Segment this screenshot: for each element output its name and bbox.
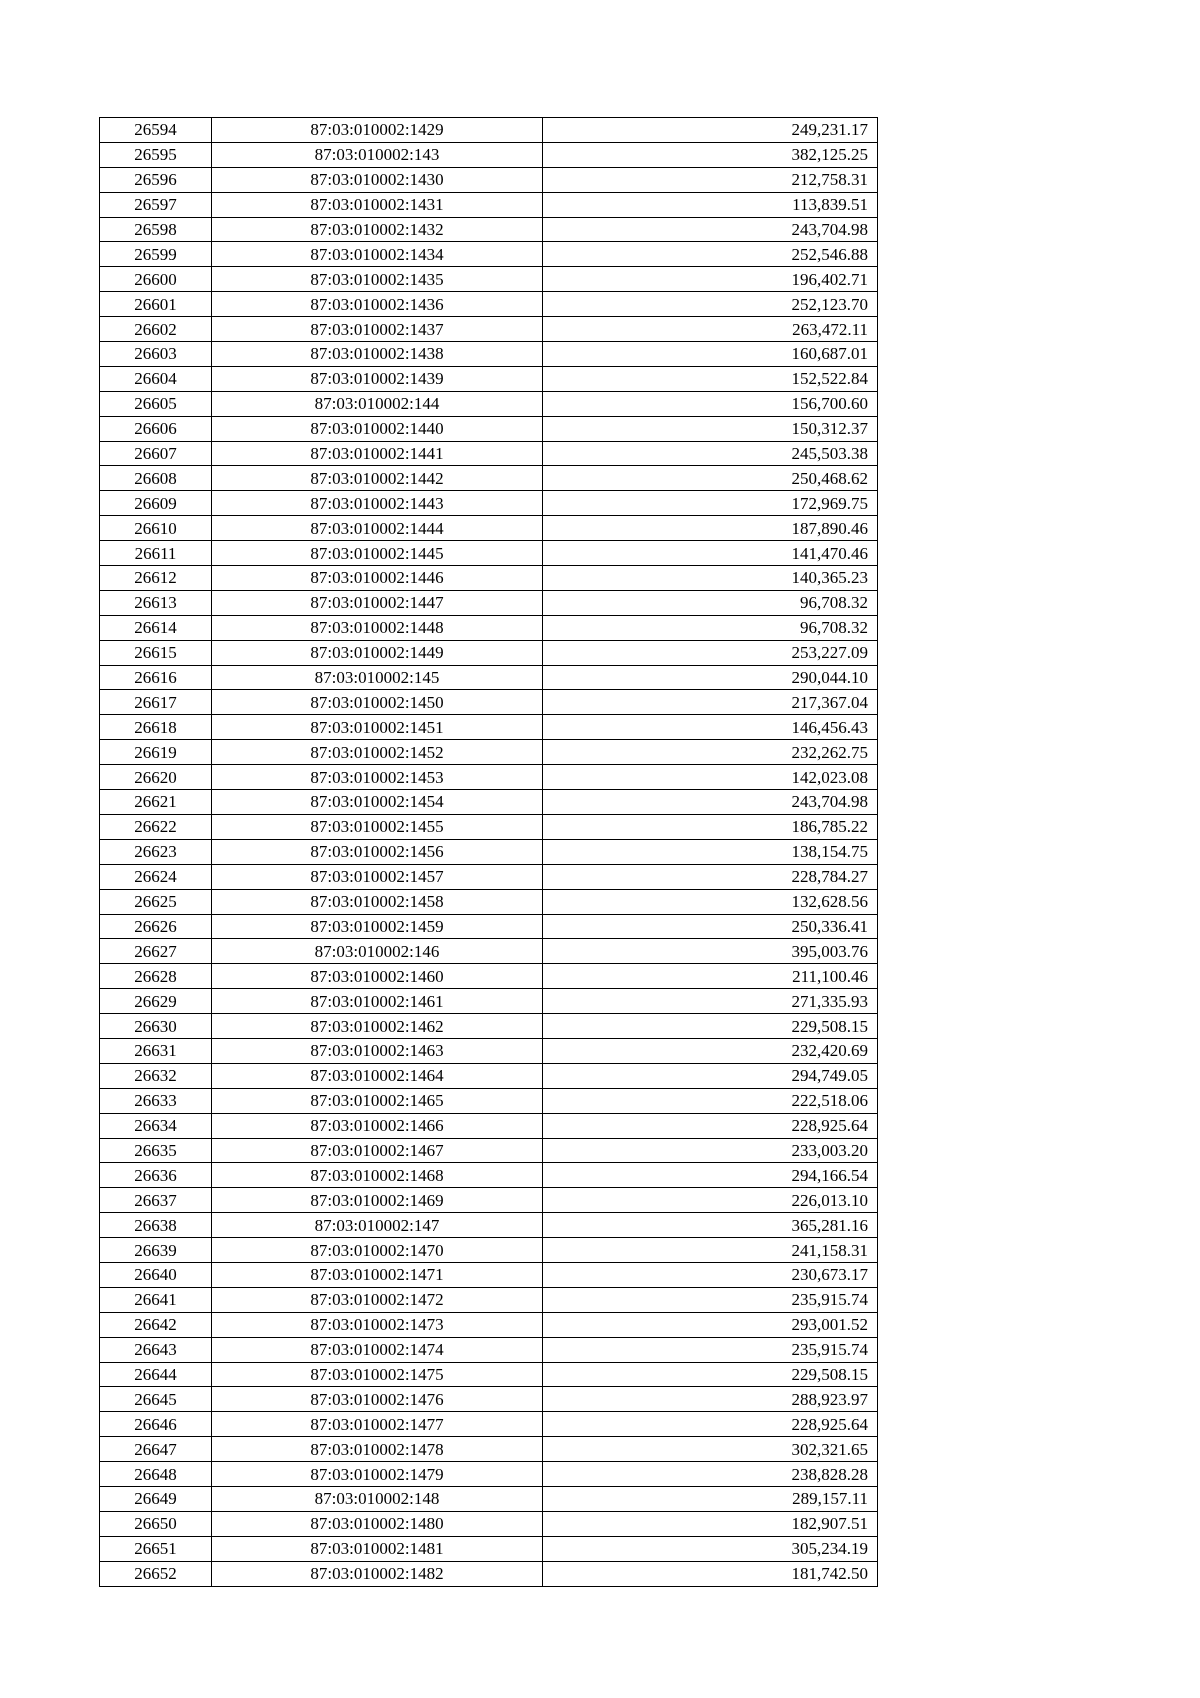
table-row [100, 1337, 878, 1362]
table-row [100, 1412, 878, 1437]
table-row [100, 1038, 878, 1063]
cadastral-number-cell: 87:03:010002:1467 [212, 1138, 543, 1163]
cadastral-number-cell: 87:03:010002:147 [212, 1213, 543, 1238]
value-cell: 228,925.64 [543, 1113, 878, 1138]
table-row [100, 1536, 878, 1561]
cadastral-number-cell: 87:03:010002:1436 [212, 292, 543, 317]
value-cell: 243,704.98 [543, 217, 878, 242]
cadastral-number-cell: 87:03:010002:1481 [212, 1536, 543, 1561]
table-row [100, 914, 878, 939]
cadastral-number-cell: 87:03:010002:145 [212, 665, 543, 690]
row-number-cell: 26624 [100, 864, 212, 889]
row-number-cell: 26645 [100, 1387, 212, 1412]
table-row [100, 292, 878, 317]
value-cell: 271,335.93 [543, 989, 878, 1014]
table-row [100, 590, 878, 615]
row-number-cell: 26633 [100, 1088, 212, 1113]
table-row [100, 1486, 878, 1511]
row-number-cell: 26597 [100, 192, 212, 217]
row-number-cell: 26604 [100, 366, 212, 391]
row-number-cell: 26644 [100, 1362, 212, 1387]
table-row [100, 217, 878, 242]
row-number-cell: 26649 [100, 1486, 212, 1511]
cadastral-number-cell: 87:03:010002:1450 [212, 690, 543, 715]
table-row [100, 740, 878, 765]
table-row [100, 466, 878, 491]
row-number-cell: 26620 [100, 765, 212, 790]
table-row [100, 1088, 878, 1113]
value-cell: 142,023.08 [543, 765, 878, 790]
table-row [100, 1387, 878, 1412]
value-cell: 160,687.01 [543, 342, 878, 367]
value-cell: 233,003.20 [543, 1138, 878, 1163]
cadastral-number-cell: 87:03:010002:146 [212, 939, 543, 964]
table-row [100, 665, 878, 690]
cadastral-number-cell: 87:03:010002:1437 [212, 317, 543, 342]
cadastral-number-cell: 87:03:010002:1456 [212, 839, 543, 864]
table-row [100, 1014, 878, 1039]
cadastral-number-cell: 87:03:010002:1482 [212, 1561, 543, 1586]
cadastral-number-cell: 87:03:010002:1439 [212, 366, 543, 391]
table-row [100, 1511, 878, 1536]
value-cell: 150,312.37 [543, 416, 878, 441]
value-cell: 187,890.46 [543, 516, 878, 541]
value-cell: 211,100.46 [543, 964, 878, 989]
value-cell: 253,227.09 [543, 640, 878, 665]
row-number-cell: 26622 [100, 814, 212, 839]
row-number-cell: 26639 [100, 1238, 212, 1263]
table-row [100, 814, 878, 839]
row-number-cell: 26609 [100, 491, 212, 516]
table-row [100, 765, 878, 790]
row-number-cell: 26612 [100, 566, 212, 591]
value-cell: 217,367.04 [543, 690, 878, 715]
cadastral-number-cell: 87:03:010002:1455 [212, 814, 543, 839]
cadastral-number-cell: 87:03:010002:1463 [212, 1038, 543, 1063]
cadastral-number-cell: 87:03:010002:1476 [212, 1387, 543, 1412]
cadastral-number-cell: 87:03:010002:1461 [212, 989, 543, 1014]
value-cell: 212,758.31 [543, 167, 878, 192]
cadastral-number-cell: 87:03:010002:1473 [212, 1312, 543, 1337]
table-row [100, 1238, 878, 1263]
row-number-cell: 26626 [100, 914, 212, 939]
row-number-cell: 26629 [100, 989, 212, 1014]
table-row [100, 1188, 878, 1213]
value-cell: 228,784.27 [543, 864, 878, 889]
table-row [100, 541, 878, 566]
row-number-cell: 26641 [100, 1287, 212, 1312]
row-number-cell: 26619 [100, 740, 212, 765]
value-cell: 196,402.71 [543, 267, 878, 292]
value-cell: 140,365.23 [543, 566, 878, 591]
table-row [100, 864, 878, 889]
row-number-cell: 26635 [100, 1138, 212, 1163]
document-page [99, 117, 878, 1587]
value-cell: 230,673.17 [543, 1262, 878, 1287]
cadastral-number-cell: 87:03:010002:1435 [212, 267, 543, 292]
value-cell: 263,472.11 [543, 317, 878, 342]
table-row [100, 366, 878, 391]
value-cell: 235,915.74 [543, 1287, 878, 1312]
cadastral-number-cell: 87:03:010002:1458 [212, 889, 543, 914]
cadastral-number-cell: 87:03:010002:1462 [212, 1014, 543, 1039]
value-cell: 289,157.11 [543, 1486, 878, 1511]
value-cell: 229,508.15 [543, 1362, 878, 1387]
cadastral-number-cell: 87:03:010002:1469 [212, 1188, 543, 1213]
cadastral-number-cell: 87:03:010002:1457 [212, 864, 543, 889]
row-number-cell: 26610 [100, 516, 212, 541]
table-row [100, 267, 878, 292]
value-cell: 226,013.10 [543, 1188, 878, 1213]
table-row [100, 416, 878, 441]
cadastral-number-cell: 87:03:010002:1464 [212, 1063, 543, 1088]
table-row [100, 1113, 878, 1138]
value-cell: 235,915.74 [543, 1337, 878, 1362]
row-number-cell: 26596 [100, 167, 212, 192]
row-number-cell: 26606 [100, 416, 212, 441]
value-cell: 294,749.05 [543, 1063, 878, 1088]
row-number-cell: 26614 [100, 615, 212, 640]
table-row [100, 1312, 878, 1337]
row-number-cell: 26638 [100, 1213, 212, 1238]
cadastral-number-cell: 87:03:010002:1444 [212, 516, 543, 541]
cadastral-number-cell: 87:03:010002:1477 [212, 1412, 543, 1437]
table-row [100, 1462, 878, 1487]
row-number-cell: 26636 [100, 1163, 212, 1188]
row-number-cell: 26627 [100, 939, 212, 964]
value-cell: 250,336.41 [543, 914, 878, 939]
table-row [100, 1287, 878, 1312]
value-cell: 382,125.25 [543, 142, 878, 167]
cadastral-number-cell: 87:03:010002:1452 [212, 740, 543, 765]
cadastral-number-cell: 87:03:010002:1453 [212, 765, 543, 790]
row-number-cell: 26616 [100, 665, 212, 690]
value-cell: 290,044.10 [543, 665, 878, 690]
row-number-cell: 26651 [100, 1536, 212, 1561]
cadastral-number-cell: 87:03:010002:1442 [212, 466, 543, 491]
value-cell: 294,166.54 [543, 1163, 878, 1188]
value-cell: 243,704.98 [543, 790, 878, 815]
cadastral-number-cell: 87:03:010002:1472 [212, 1287, 543, 1312]
value-cell: 96,708.32 [543, 615, 878, 640]
table-row [100, 391, 878, 416]
table-row [100, 1262, 878, 1287]
cadastral-number-cell: 87:03:010002:1430 [212, 167, 543, 192]
cadastral-number-cell: 87:03:010002:1475 [212, 1362, 543, 1387]
value-cell: 181,742.50 [543, 1561, 878, 1586]
row-number-cell: 26646 [100, 1412, 212, 1437]
value-cell: 182,907.51 [543, 1511, 878, 1536]
cadastral-number-cell: 87:03:010002:1471 [212, 1262, 543, 1287]
value-cell: 156,700.60 [543, 391, 878, 416]
cadastral-number-cell: 87:03:010002:144 [212, 391, 543, 416]
table-row [100, 1063, 878, 1088]
value-cell: 302,321.65 [543, 1437, 878, 1462]
cadastral-number-cell: 87:03:010002:1474 [212, 1337, 543, 1362]
row-number-cell: 26625 [100, 889, 212, 914]
cadastral-number-cell: 87:03:010002:1460 [212, 964, 543, 989]
value-cell: 238,828.28 [543, 1462, 878, 1487]
cadastral-number-cell: 87:03:010002:1454 [212, 790, 543, 815]
value-cell: 96,708.32 [543, 590, 878, 615]
cadastral-number-cell: 87:03:010002:1459 [212, 914, 543, 939]
table-row [100, 615, 878, 640]
table-row [100, 342, 878, 367]
table-row [100, 491, 878, 516]
value-cell: 252,123.70 [543, 292, 878, 317]
value-cell: 132,628.56 [543, 889, 878, 914]
value-cell: 229,508.15 [543, 1014, 878, 1039]
value-cell: 252,546.88 [543, 242, 878, 267]
value-cell: 395,003.76 [543, 939, 878, 964]
row-number-cell: 26623 [100, 839, 212, 864]
row-number-cell: 26631 [100, 1038, 212, 1063]
row-number-cell: 26643 [100, 1337, 212, 1362]
table-body [100, 118, 878, 1587]
row-number-cell: 26640 [100, 1262, 212, 1287]
row-number-cell: 26632 [100, 1063, 212, 1088]
value-cell: 141,470.46 [543, 541, 878, 566]
cadastral-number-cell: 87:03:010002:148 [212, 1486, 543, 1511]
value-cell: 241,158.31 [543, 1238, 878, 1263]
table-row [100, 889, 878, 914]
row-number-cell: 26630 [100, 1014, 212, 1039]
table-row [100, 192, 878, 217]
value-cell: 245,503.38 [543, 441, 878, 466]
table-row [100, 1362, 878, 1387]
table-row [100, 118, 878, 143]
cadastral-number-cell: 87:03:010002:1446 [212, 566, 543, 591]
row-number-cell: 26652 [100, 1561, 212, 1586]
row-number-cell: 26617 [100, 690, 212, 715]
value-cell: 113,839.51 [543, 192, 878, 217]
cadastral-number-cell: 87:03:010002:1445 [212, 541, 543, 566]
row-number-cell: 26611 [100, 541, 212, 566]
table-row [100, 839, 878, 864]
cadastral-number-cell: 87:03:010002:1480 [212, 1511, 543, 1536]
value-cell: 186,785.22 [543, 814, 878, 839]
value-cell: 152,522.84 [543, 366, 878, 391]
value-cell: 293,001.52 [543, 1312, 878, 1337]
value-cell: 222,518.06 [543, 1088, 878, 1113]
cadastral-number-cell: 87:03:010002:143 [212, 142, 543, 167]
table-row [100, 1561, 878, 1586]
cadastral-number-cell: 87:03:010002:1438 [212, 342, 543, 367]
row-number-cell: 26605 [100, 391, 212, 416]
table-row [100, 1437, 878, 1462]
table-row [100, 715, 878, 740]
table-row [100, 566, 878, 591]
table-row [100, 516, 878, 541]
table-row [100, 790, 878, 815]
cadastral-number-cell: 87:03:010002:1434 [212, 242, 543, 267]
row-number-cell: 26594 [100, 118, 212, 143]
row-number-cell: 26607 [100, 441, 212, 466]
cadastral-number-cell: 87:03:010002:1478 [212, 1437, 543, 1462]
row-number-cell: 26650 [100, 1511, 212, 1536]
value-cell: 232,420.69 [543, 1038, 878, 1063]
table-row [100, 964, 878, 989]
row-number-cell: 26608 [100, 466, 212, 491]
row-number-cell: 26642 [100, 1312, 212, 1337]
value-cell: 172,969.75 [543, 491, 878, 516]
row-number-cell: 26628 [100, 964, 212, 989]
cadastral-number-cell: 87:03:010002:1468 [212, 1163, 543, 1188]
row-number-cell: 26615 [100, 640, 212, 665]
row-number-cell: 26618 [100, 715, 212, 740]
row-number-cell: 26621 [100, 790, 212, 815]
cadastral-number-cell: 87:03:010002:1440 [212, 416, 543, 441]
data-table [99, 117, 878, 1587]
table-row [100, 317, 878, 342]
row-number-cell: 26601 [100, 292, 212, 317]
row-number-cell: 26648 [100, 1462, 212, 1487]
value-cell: 228,925.64 [543, 1412, 878, 1437]
table-row [100, 690, 878, 715]
value-cell: 232,262.75 [543, 740, 878, 765]
cadastral-number-cell: 87:03:010002:1465 [212, 1088, 543, 1113]
row-number-cell: 26600 [100, 267, 212, 292]
cadastral-number-cell: 87:03:010002:1441 [212, 441, 543, 466]
table-row [100, 242, 878, 267]
cadastral-number-cell: 87:03:010002:1449 [212, 640, 543, 665]
row-number-cell: 26595 [100, 142, 212, 167]
row-number-cell: 26602 [100, 317, 212, 342]
cadastral-number-cell: 87:03:010002:1470 [212, 1238, 543, 1263]
table-row [100, 1213, 878, 1238]
table-row [100, 989, 878, 1014]
value-cell: 249,231.17 [543, 118, 878, 143]
table-row [100, 640, 878, 665]
value-cell: 138,154.75 [543, 839, 878, 864]
cadastral-number-cell: 87:03:010002:1431 [212, 192, 543, 217]
row-number-cell: 26637 [100, 1188, 212, 1213]
value-cell: 305,234.19 [543, 1536, 878, 1561]
row-number-cell: 26647 [100, 1437, 212, 1462]
value-cell: 250,468.62 [543, 466, 878, 491]
table-row [100, 142, 878, 167]
value-cell: 365,281.16 [543, 1213, 878, 1238]
cadastral-number-cell: 87:03:010002:1448 [212, 615, 543, 640]
cadastral-number-cell: 87:03:010002:1429 [212, 118, 543, 143]
row-number-cell: 26613 [100, 590, 212, 615]
row-number-cell: 26598 [100, 217, 212, 242]
cadastral-number-cell: 87:03:010002:1451 [212, 715, 543, 740]
table-row [100, 1163, 878, 1188]
cadastral-number-cell: 87:03:010002:1447 [212, 590, 543, 615]
table-row [100, 441, 878, 466]
value-cell: 146,456.43 [543, 715, 878, 740]
table-row [100, 167, 878, 192]
table-row [100, 939, 878, 964]
table-row [100, 1138, 878, 1163]
row-number-cell: 26603 [100, 342, 212, 367]
cadastral-number-cell: 87:03:010002:1443 [212, 491, 543, 516]
value-cell: 288,923.97 [543, 1387, 878, 1412]
row-number-cell: 26599 [100, 242, 212, 267]
cadastral-number-cell: 87:03:010002:1432 [212, 217, 543, 242]
cadastral-number-cell: 87:03:010002:1466 [212, 1113, 543, 1138]
cadastral-number-cell: 87:03:010002:1479 [212, 1462, 543, 1487]
row-number-cell: 26634 [100, 1113, 212, 1138]
